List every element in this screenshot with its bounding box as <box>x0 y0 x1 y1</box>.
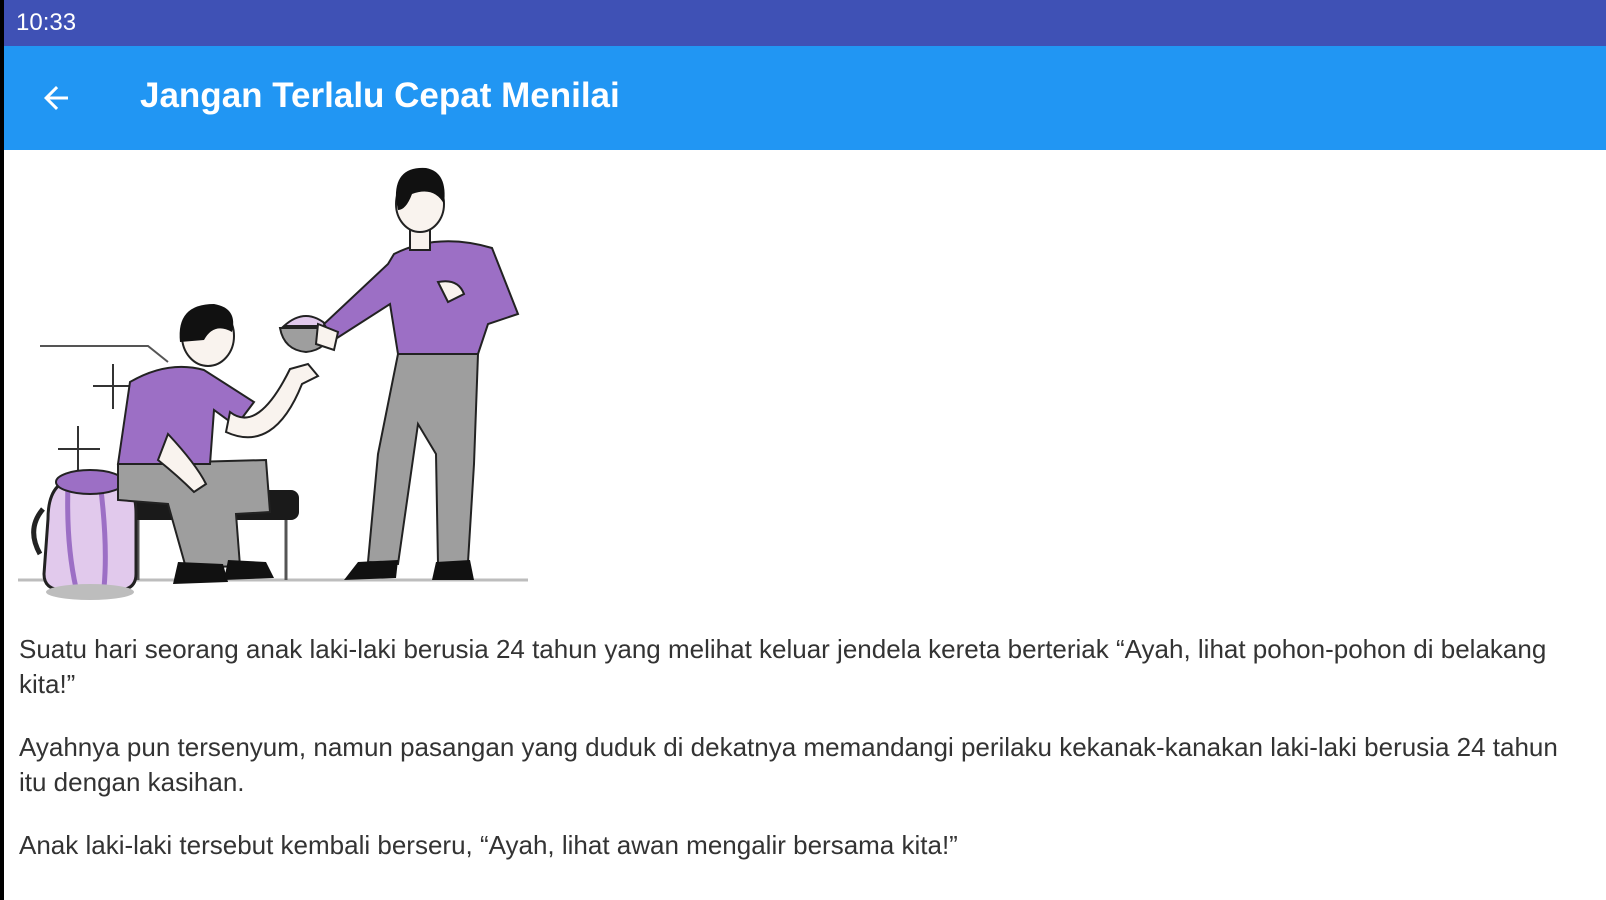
status-time: 10:33 <box>16 9 77 36</box>
illustration-man-giving-bowl-icon <box>18 164 544 614</box>
page-title: Jangan Terlalu Cepat Menilai <box>140 76 620 115</box>
story-paragraph: Anak laki-laki tersebut kembali berseru, “Ayah, lihat awan mengalir bersama kita!” <box>19 830 958 860</box>
story-paragraph: Ayahnya pun tersenyum, namun pasangan yang duduk di dekatnya memandangi perilaku kekanak-kanakan laki-laki berusia 24 tahun itu dengan kasihan. <box>19 732 1558 797</box>
back-button[interactable] <box>30 72 82 124</box>
story-paragraph: Suatu hari seorang anak laki-laki berusia 24 tahun yang melihat keluar jendela kereta berteriak “Ayah, lihat pohon-pohon di belakang kita!” <box>19 634 1547 699</box>
content <box>4 150 1606 900</box>
status-bar <box>4 0 1606 46</box>
arrow-left-icon <box>38 80 74 116</box>
story-text <box>19 632 1564 891</box>
screen <box>4 0 1606 900</box>
app-bar <box>4 46 1606 150</box>
